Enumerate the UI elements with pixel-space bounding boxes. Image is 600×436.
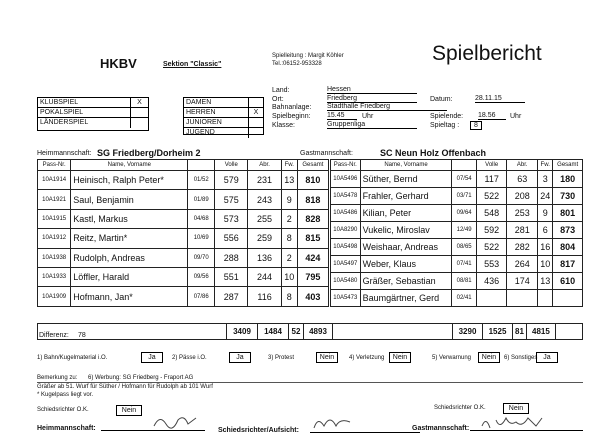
cell-abr: 264 — [507, 256, 538, 273]
table-row — [331, 188, 583, 205]
home-total-abr: 1484 — [258, 324, 289, 340]
cell-volle: 548 — [476, 205, 507, 222]
ref-ok-left-label: Schiedsrichter O.K. — [37, 407, 89, 413]
cell-pass: 10A5498 — [331, 239, 361, 256]
cell-volle: 522 — [476, 188, 507, 205]
cell-abr: 281 — [507, 222, 538, 239]
cell-volle: 288 — [215, 248, 248, 267]
table-row — [38, 248, 329, 267]
cell-pass: 10A1914 — [38, 171, 71, 190]
start-label: Spielbeginn: — [272, 113, 311, 120]
home-team-label: Heimmannschaft: — [37, 150, 92, 157]
column-header — [452, 160, 476, 171]
cell-mm: 09/70 — [188, 248, 215, 267]
cell-mm: 09/64 — [452, 205, 476, 222]
cell-name: Weishaar, Andreas — [360, 239, 452, 256]
remarks-line1: 6) Werbung: SG Friedberg - Fraport AG — [88, 375, 194, 381]
difference-value: 78 — [78, 332, 86, 339]
venue-label: Bahnanlage: — [272, 104, 312, 111]
cell-pass: 10A5486 — [331, 205, 361, 222]
cell-volle: 287 — [215, 287, 248, 306]
check-label: 1) Bahn/Kugelmaterial i.O. — [37, 355, 108, 361]
cell-name: Gräßer, Sebastian — [360, 273, 452, 290]
cell-volle: 556 — [215, 229, 248, 248]
column-header: Abr. — [248, 160, 281, 171]
ort-label: Ort: — [272, 96, 284, 103]
cell-name: Kilian, Peter — [360, 205, 452, 222]
land-label: Land: — [272, 87, 290, 94]
cell-mm: 09/56 — [188, 267, 215, 286]
table-row — [331, 290, 583, 307]
table-row — [38, 171, 329, 190]
guest-team-label: Gastmannschaft: — [300, 150, 353, 157]
column-header: Pass-Nr. — [331, 160, 361, 171]
cell-name: Rudolph, Andreas — [71, 248, 188, 267]
cell-mm: 08/81 — [452, 273, 476, 290]
remarks-label: Bemerkung zu: — [37, 375, 78, 381]
table-row — [38, 287, 329, 306]
cell-abr: 63 — [507, 171, 538, 188]
left_boxes-label: POKALSPIEL — [40, 109, 84, 116]
land-value: Hessen — [327, 86, 417, 94]
referee-signature-label: Schiedsrichter/Aufsicht: — [218, 427, 299, 434]
cell-ges: 815 — [297, 229, 328, 248]
cell-abr: 231 — [248, 171, 281, 190]
remarks-rule — [37, 382, 583, 383]
difference-label: Differenz: — [39, 332, 69, 339]
check-label: 3) Protest — [268, 355, 295, 361]
cell-ges: 818 — [297, 190, 328, 209]
start-value: 15.45 — [327, 112, 357, 120]
cell-fw: 9 — [538, 205, 553, 222]
cell-fw: 8 — [281, 229, 297, 248]
cell-mm: 07/86 — [188, 287, 215, 306]
table-row — [38, 209, 329, 228]
left_boxes-row — [38, 118, 148, 128]
cell-volle: 436 — [476, 273, 507, 290]
mid_boxes-label: JUNIOREN — [186, 119, 222, 126]
cell-abr: 259 — [248, 229, 281, 248]
matchday-value: 8 — [470, 121, 482, 130]
ref-ok-left-value: Nein — [116, 405, 142, 416]
cell-ges: 403 — [297, 287, 328, 306]
game-type-box — [37, 97, 149, 131]
column-header: Gesamt — [297, 160, 328, 171]
table-row — [38, 267, 329, 286]
left_boxes-row — [38, 98, 148, 108]
left_boxes-checkbox[interactable]: X — [130, 98, 148, 107]
mid_boxes-row — [184, 98, 263, 108]
left_boxes-checkbox[interactable] — [130, 118, 148, 128]
cell-fw: 3 — [538, 171, 553, 188]
cell-pass: 10A5497 — [331, 256, 361, 273]
table-row — [331, 205, 583, 222]
left_boxes-row — [38, 108, 148, 118]
cell-fw: 24 — [538, 188, 553, 205]
home-team-name: SG Friedberg/Dorheim 2 — [97, 148, 201, 158]
column-header: Pass-Nr. — [38, 160, 71, 171]
cell-volle: 522 — [476, 239, 507, 256]
cell-ges: 424 — [297, 248, 328, 267]
cell-volle: 579 — [215, 171, 248, 190]
cell-mm: 07/41 — [452, 256, 476, 273]
guest-total-ges: 4815 — [526, 324, 555, 340]
remarks-line2: Gräßer ab 51. Wurf für Süther / Hofmann für Rudolph ab 101 Wurf — [37, 384, 213, 390]
table-row — [331, 256, 583, 273]
cell-volle: 573 — [215, 209, 248, 228]
cell-fw: 9 — [281, 190, 297, 209]
mid_boxes-row — [184, 118, 263, 128]
page-title: Spielbericht — [432, 42, 542, 65]
check-value[interactable]: Ja — [141, 352, 163, 363]
cell-pass: 10A5480 — [331, 273, 361, 290]
cell-abr: 253 — [507, 205, 538, 222]
mid_boxes-label: DAMEN — [186, 99, 212, 106]
column-header: Fw. — [538, 160, 553, 171]
org-name: HKBV — [100, 56, 137, 71]
column-header: Fw. — [281, 160, 297, 171]
cell-pass: 10A5496 — [331, 171, 361, 188]
check-value[interactable]: Nein — [478, 352, 500, 363]
cell-abr: 243 — [248, 190, 281, 209]
cell-name: Vukelic, Miroslav — [360, 222, 452, 239]
ort-value: Friedberg — [327, 95, 417, 103]
mid_boxes-label: HERREN — [186, 109, 216, 116]
mid_boxes-label: JUGEND — [186, 129, 215, 136]
cell-fw: 13 — [538, 273, 553, 290]
class-label: Klasse: — [272, 122, 295, 129]
ref-ok-right-label: Schiedsrichter O.K. — [434, 405, 486, 411]
home-signature-icon — [150, 410, 200, 432]
guest-player-table — [330, 159, 583, 307]
left_boxes-label: LÄNDERSPIEL — [40, 119, 89, 126]
column-header: Abr. — [507, 160, 538, 171]
check-label: 5) Verwarnung — [432, 355, 472, 361]
cell-fw: 10 — [281, 267, 297, 286]
left_boxes-label: KLUBSPIEL — [40, 99, 79, 106]
check-label: 4) Verletzung — [349, 355, 385, 361]
cell-ges: 801 — [553, 205, 583, 222]
start-uhr: Uhr — [362, 113, 374, 120]
remarks-line3: * Kugelpass liegt vor. — [37, 392, 94, 398]
cell-abr: 282 — [507, 239, 538, 256]
mid_boxes-row — [184, 128, 263, 138]
left_boxes-checkbox[interactable] — [130, 108, 148, 117]
cell-mm: 10/69 — [188, 229, 215, 248]
home-total-ges: 4893 — [304, 324, 333, 340]
cell-ges: 873 — [553, 222, 583, 239]
cell-abr: 174 — [507, 273, 538, 290]
cell-ges — [553, 290, 583, 307]
guest-signature-icon — [478, 412, 548, 434]
cell-mm: 02/41 — [452, 290, 476, 307]
table-row — [331, 273, 583, 290]
date-value: 28.11.15 — [475, 95, 525, 103]
cell-ges: 730 — [553, 188, 583, 205]
cell-volle: 575 — [215, 190, 248, 209]
column-header: Name, Vorname — [360, 160, 452, 171]
cell-fw: 16 — [538, 239, 553, 256]
venue-value: Stadthalle Friedberg — [327, 103, 447, 111]
mid_boxes-checkbox[interactable]: X — [248, 108, 263, 117]
cell-pass: 10A1938 — [38, 248, 71, 267]
column-header: Volle — [215, 160, 248, 171]
cell-pass: 10A1933 — [38, 267, 71, 286]
table-row — [38, 229, 329, 248]
cell-mm: 01/52 — [188, 171, 215, 190]
cell-fw: 2 — [281, 209, 297, 228]
home-total-fw: 52 — [289, 324, 304, 340]
cell-volle: 551 — [215, 267, 248, 286]
table-row — [331, 171, 583, 188]
cell-volle: 592 — [476, 222, 507, 239]
cell-name: Süther, Bernd — [360, 171, 452, 188]
cell-name: Baumgärtner, Gerd — [360, 290, 452, 307]
cell-ges: 804 — [553, 239, 583, 256]
cell-mm: 07/54 — [452, 171, 476, 188]
totals-frame — [37, 323, 583, 340]
cell-fw: 10 — [538, 256, 553, 273]
cell-name: Löffler, Harald — [71, 267, 188, 286]
table-header-row — [38, 160, 329, 171]
cell-abr: 116 — [248, 287, 281, 306]
cell-pass: 10A5473 — [331, 290, 361, 307]
cell-fw: 6 — [538, 222, 553, 239]
check-value[interactable]: Ja — [536, 352, 558, 363]
column-header: Gesamt — [553, 160, 583, 171]
cell-name: Saul, Benjamin — [71, 190, 188, 209]
cell-name: Weber, Klaus — [360, 256, 452, 273]
guest-total-abr: 1525 — [483, 324, 513, 340]
guest-signature-label: Gastmannschaft: — [412, 425, 470, 432]
cell-pass: 10A1912 — [38, 229, 71, 248]
referee-signature-icon — [310, 410, 355, 434]
cell-ges: 180 — [553, 171, 583, 188]
category-box — [183, 97, 264, 135]
check-label: 2) Pässe i.O. — [172, 355, 207, 361]
cell-pass: 10A1909 — [38, 287, 71, 306]
column-header: Name, Vorname — [71, 160, 188, 171]
cell-fw: 13 — [281, 171, 297, 190]
cell-abr: 208 — [507, 188, 538, 205]
mid_boxes-row — [184, 108, 263, 118]
table-row — [38, 190, 329, 209]
cell-ges: 817 — [553, 256, 583, 273]
table-row — [331, 222, 583, 239]
check-value[interactable]: Ja — [229, 352, 251, 363]
cell-pass: 10A8290 — [331, 222, 361, 239]
cell-name: Reitz, Martin* — [71, 229, 188, 248]
home-total-volle: 3409 — [227, 324, 258, 340]
cell-name: Heinisch, Ralph Peter* — [71, 171, 188, 190]
cell-ges: 810 — [297, 171, 328, 190]
section-name: Sektion "Classic" — [163, 61, 222, 68]
cell-name: Kastl, Markus — [71, 209, 188, 228]
cell-ges: 610 — [553, 273, 583, 290]
cell-ges: 828 — [297, 209, 328, 228]
cell-abr: 244 — [248, 267, 281, 286]
guest-total-fw: 81 — [513, 324, 527, 340]
cell-mm: 01/89 — [188, 190, 215, 209]
cell-abr: 255 — [248, 209, 281, 228]
cell-volle: 117 — [476, 171, 507, 188]
check-label: 6) Sonstiges — [504, 355, 538, 361]
cell-pass: 10A5478 — [331, 188, 361, 205]
cell-mm: 08/65 — [452, 239, 476, 256]
matchday-label: Spieltag : — [430, 122, 460, 129]
cell-fw: 8 — [281, 287, 297, 306]
column-header: Volle — [476, 160, 507, 171]
check-value[interactable]: Nein — [389, 352, 411, 363]
column-header — [188, 160, 215, 171]
cell-pass: 10A1921 — [38, 190, 71, 209]
cell-ges: 795 — [297, 267, 328, 286]
phone: Tel.:06152-953328 — [272, 61, 322, 67]
table-header-row — [331, 160, 583, 171]
cell-mm: 04/68 — [188, 209, 215, 228]
cell-name: Frahler, Gerhard — [360, 188, 452, 205]
ref-ok-right-value: Nein — [503, 403, 529, 414]
guest-team-name: SC Neun Holz Offenbach — [380, 148, 487, 158]
home-signature-label: Heimmannschaft: — [37, 425, 96, 432]
home-player-table — [37, 159, 329, 307]
end-value: 18.56 — [478, 112, 506, 120]
class-value: Gruppenliga — [327, 121, 417, 129]
mid_boxes-checkbox[interactable] — [248, 98, 263, 107]
end-label: Spielende: — [430, 113, 464, 120]
mid_boxes-checkbox[interactable] — [248, 118, 263, 127]
check-value[interactable]: Nein — [316, 352, 338, 363]
cell-volle: 553 — [476, 256, 507, 273]
cell-abr — [507, 290, 538, 307]
guest-total-volle: 3290 — [453, 324, 483, 340]
cell-pass: 10A1915 — [38, 209, 71, 228]
table-row — [331, 239, 583, 256]
cell-name: Hofmann, Jan* — [71, 287, 188, 306]
cell-mm: 03/71 — [452, 188, 476, 205]
cell-abr: 136 — [248, 248, 281, 267]
cell-fw: 2 — [281, 248, 297, 267]
leader: Spielleitung : Margit Köhler — [272, 53, 344, 59]
cell-volle — [476, 290, 507, 307]
end-uhr: Uhr — [510, 113, 522, 120]
mid_boxes-checkbox[interactable] — [248, 128, 263, 138]
date-label: Datum: — [430, 96, 453, 103]
cell-mm: 12/49 — [452, 222, 476, 239]
cell-fw — [538, 290, 553, 307]
